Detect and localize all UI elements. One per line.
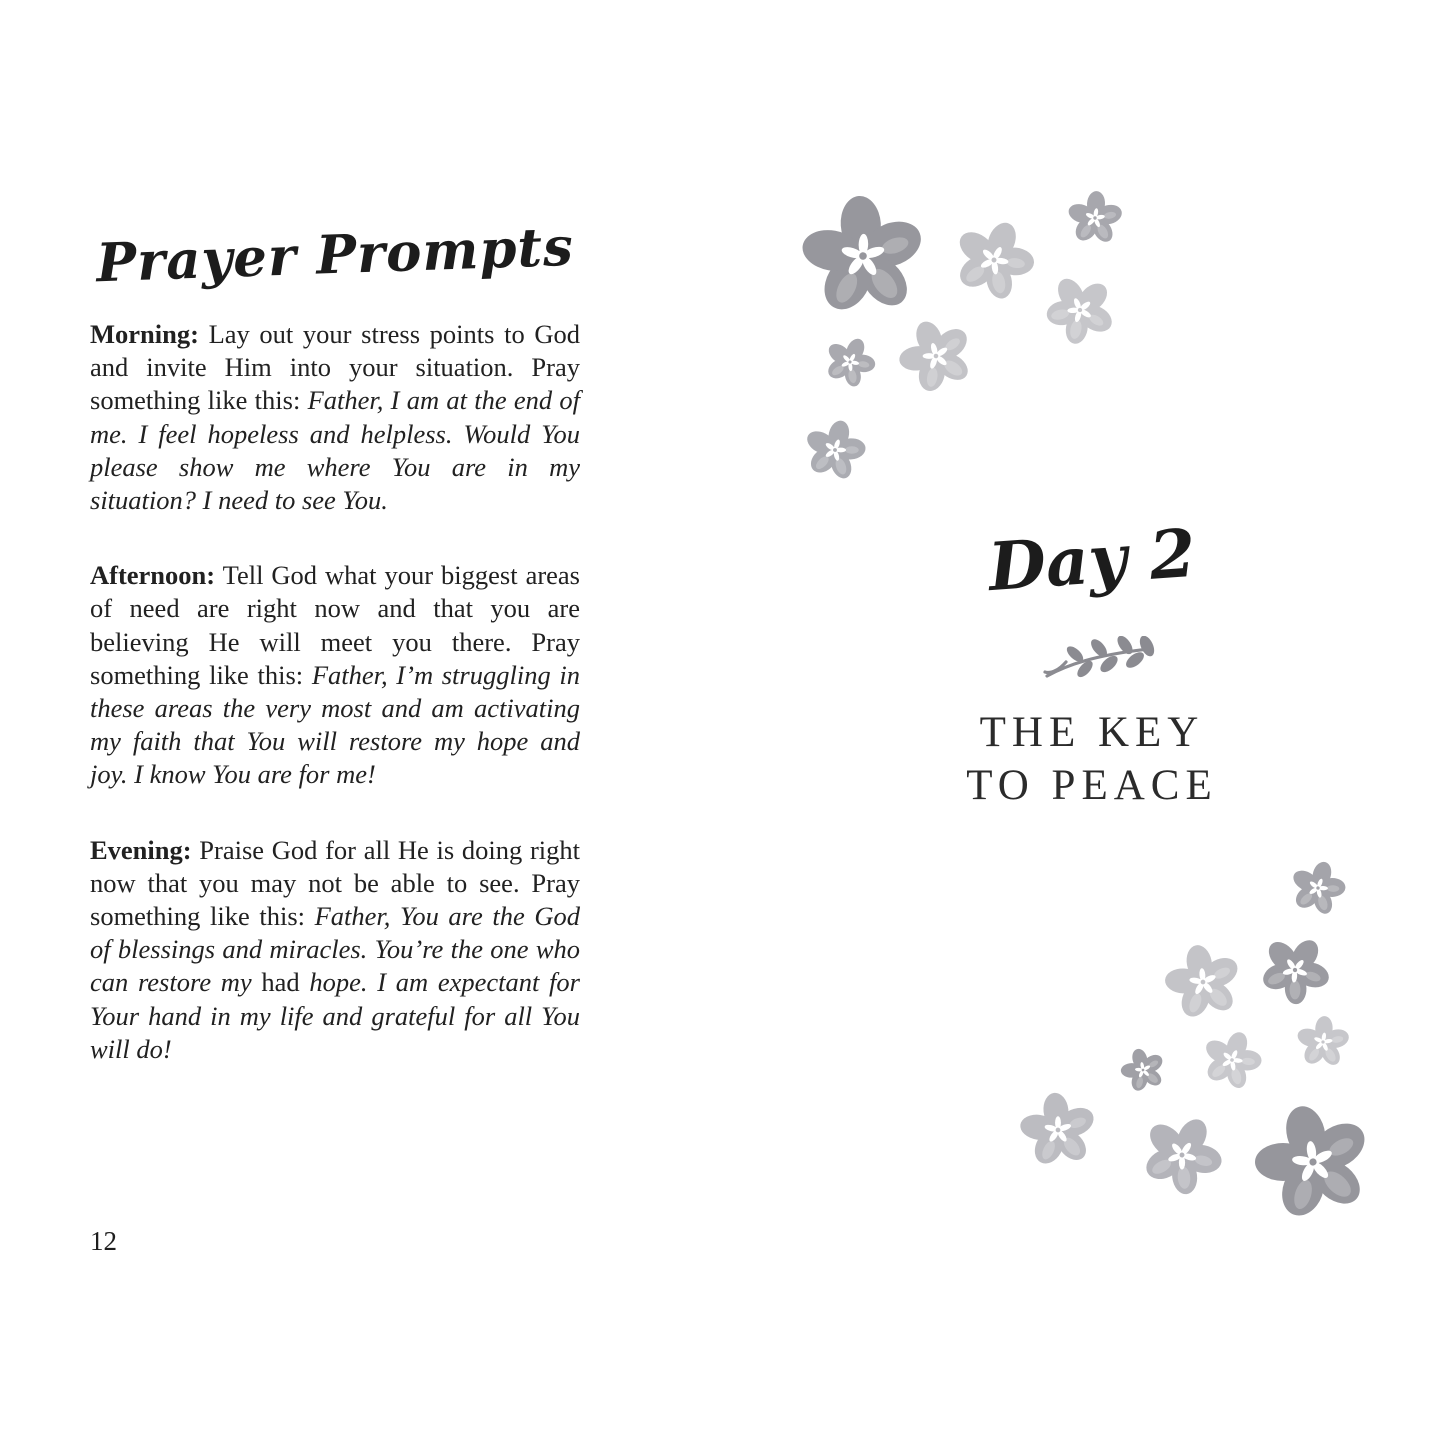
afternoon-paragraph <box>90 559 580 791</box>
flower-icon <box>885 306 987 406</box>
chapter-title-line2: TO PEACE <box>966 762 1218 809</box>
flower-icon <box>1066 190 1124 245</box>
flower-icon <box>1246 921 1344 1018</box>
flower-icon <box>1237 1088 1389 1236</box>
evening-paragraph <box>90 834 580 1066</box>
flower-icon <box>942 209 1047 311</box>
day-heading: Day 2 <box>985 513 1199 607</box>
flower-icon <box>791 186 936 325</box>
afternoon-label: Afternoon: <box>90 560 216 591</box>
flower-icon <box>1030 260 1131 361</box>
evening-roman-word: had <box>261 967 310 998</box>
flower-icon <box>1295 1016 1351 1069</box>
flower-icon <box>798 414 872 485</box>
flower-cluster-bottom-icon <box>1010 848 1410 1248</box>
evening-label: Evening: <box>90 834 192 865</box>
afternoon-prayer: Father, I’m struggling in these areas the very most and am activating my faith that You will restore my hope and joy. I know You are for me! <box>90 659 580 790</box>
evening-text: Praise God for all He is doing right now that you may not be able to see. Pray something like this: <box>90 834 580 932</box>
flower-icon <box>816 329 883 395</box>
left-page-column <box>90 215 580 1066</box>
flower-icon <box>1194 1023 1269 1096</box>
page-title: Prayer Prompts <box>95 215 575 295</box>
branch-sprig-icon <box>1041 636 1155 684</box>
afternoon-text: Tell God what your biggest areas of need are right now and that you are believing He will meet you there. Pray something like this: <box>90 560 580 690</box>
morning-label: Morning: <box>90 319 199 349</box>
chapter-title-line1: THE KEY <box>979 709 1205 756</box>
evening-prayer-part1: Father, You are the God of blessings and miracles. You’re the one who can restore my <box>90 901 580 998</box>
flower-icon <box>1155 935 1252 1029</box>
chapter-title <box>867 706 1317 812</box>
flower-icon <box>1113 1041 1172 1099</box>
evening-prayer-part2: hope. I am expectant for Your hand in my life and grateful for all You will do! <box>90 967 580 1064</box>
flower-icon <box>1127 1101 1237 1209</box>
morning-prayer: Father, I am at the end of me. I feel hopeless and helpless. Would You please show me where You are in my situation? I need to see You. <box>90 385 580 516</box>
morning-text: Lay out your stress points to God and invite Him into your situation. Pray something like this: <box>90 319 580 416</box>
page-number: 12 <box>90 1226 117 1256</box>
flower-cluster-top-icon <box>780 170 1200 500</box>
morning-paragraph <box>90 318 580 517</box>
flower-icon <box>1012 1086 1104 1175</box>
flower-icon <box>1284 855 1352 921</box>
